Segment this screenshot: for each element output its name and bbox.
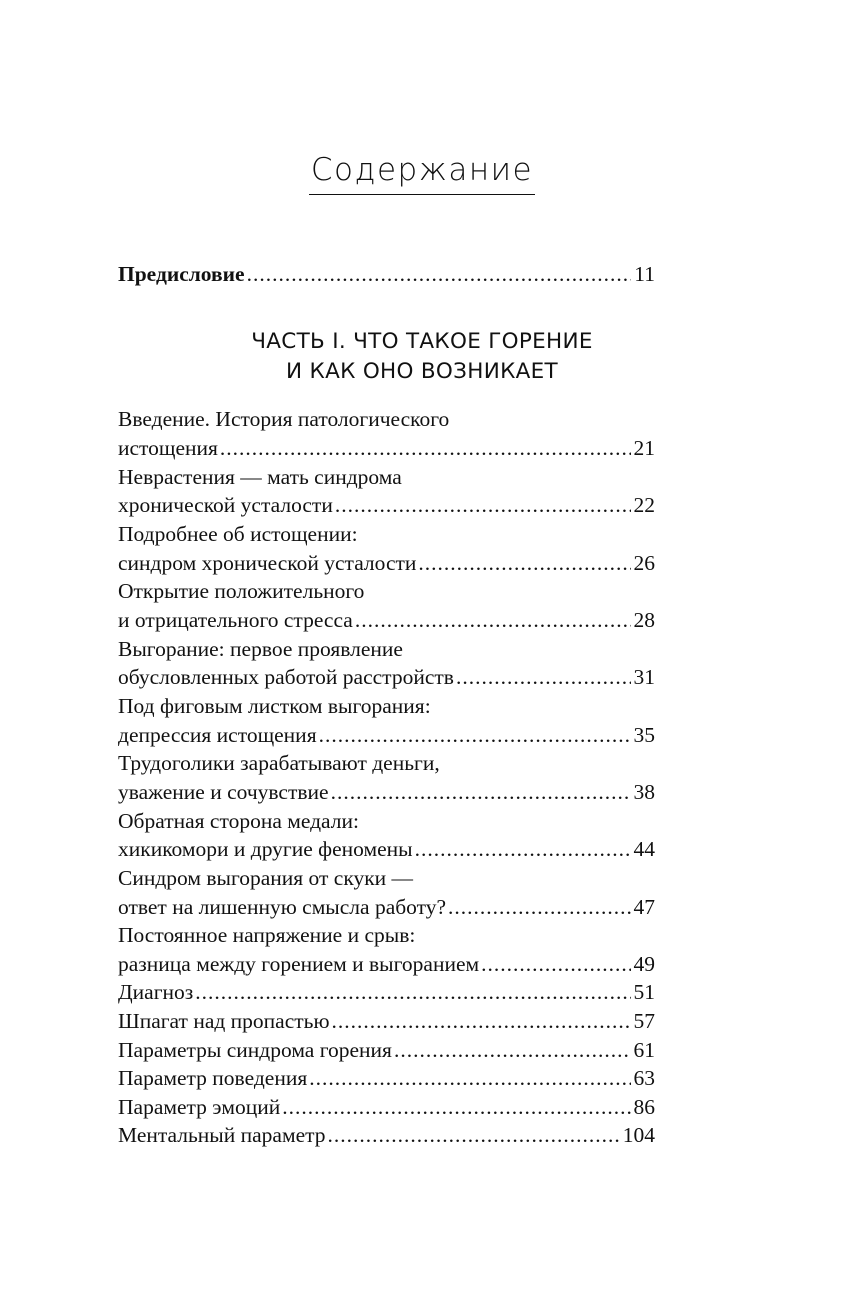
toc-entry-line1: Подробнее об истощении: [118,522,358,546]
toc-entry-text: синдром хронической усталости [118,551,417,575]
dot-leader [309,1064,630,1093]
toc-entry [118,778,655,807]
toc-entry [118,606,655,635]
dot-leader [481,950,630,979]
toc-entry [118,721,655,750]
dot-leader [331,778,631,807]
toc-entry-line1: Трудоголики зарабатывают деньги, [118,751,440,775]
toc-entry [118,1007,655,1036]
dot-leader [335,491,631,520]
toc-entry-text: депрессия истощения [118,723,317,747]
toc-entry [118,1036,655,1065]
toc-entry-text: Параметр поведения [118,1066,308,1090]
part-heading-line2: И КАК ОНО ВОЗНИКАЕТ [286,359,558,384]
toc-entry-text: ответ на лишенную смысла работу? [118,895,447,919]
toc-page-number: 57 [633,1009,655,1033]
toc-entry [118,434,655,463]
toc-page-number: 21 [633,436,655,460]
toc-page-number: 35 [633,723,655,747]
dot-leader [394,1036,631,1065]
dot-leader [415,835,631,864]
toc-page-number: 86 [633,1095,655,1119]
toc-page-number: 63 [633,1066,655,1090]
page-title: Содержание [309,152,535,195]
toc-entry-text: обусловленных работой расстройств [118,665,454,689]
toc-entry-text: разница между горением и выгоранием [118,952,480,976]
toc-entry-text: Диагноз [118,980,194,1004]
dot-leader [332,1007,631,1036]
toc-page-number: 31 [633,665,655,689]
toc-entry [118,1064,655,1093]
toc-page-number: 49 [633,952,655,976]
toc-entry-line1: Синдром выгорания от скуки — [118,866,414,890]
dot-leader [418,549,630,578]
toc-page-number: 51 [633,980,655,1004]
toc-entry-text: Шпагат над пропастью [118,1009,330,1033]
toc-entry [118,1121,655,1150]
toc-entry-text: хикикомори и другие феномены [118,837,413,861]
toc-page-number: 22 [633,493,655,517]
title-wrap [0,152,844,195]
toc-entry-line1: Под фиговым листком выгорания: [118,694,431,718]
toc-entry-line1: Обратная сторона медали: [118,809,359,833]
dot-leader [355,606,631,635]
toc-page-number: 38 [633,780,655,804]
toc-entry-line1: Постоянное напряжение и срыв: [118,923,416,947]
toc-page-number: 26 [633,551,655,575]
toc-entry-line1: Открытие положительного [118,579,365,603]
dot-leader [247,260,632,289]
toc-entry-text: Ментальный параметр [118,1123,326,1147]
toc-entry [118,663,655,692]
toc-page-number: 11 [634,262,655,286]
dot-leader [448,893,630,922]
dot-leader [328,1121,620,1150]
part-heading-line1: ЧАСТЬ I. ЧТО ТАКОЕ ГОРЕНИЕ [251,329,593,354]
toc-entry [118,950,655,979]
toc-entry-text: Параметр эмоций [118,1095,281,1119]
toc-entry-text: Предисловие [118,262,245,286]
toc-entry-line1: Введение. История патологического [118,407,450,431]
toc-entry [118,978,655,1007]
toc-page-number: 44 [633,837,655,861]
dot-leader [195,978,630,1007]
dot-leader [220,434,631,463]
toc-entry-text: и отрицательного стресса [118,608,353,632]
toc-page-number: 47 [633,895,655,919]
toc-entry [118,491,655,520]
toc-entry-text: уважение и сочувствие [118,780,329,804]
dot-leader [456,663,631,692]
toc-entry-line1: Выгорание: первое проявление [118,637,403,661]
toc-entry-text: Параметры синдрома горения [118,1038,392,1062]
toc-page-number: 28 [633,608,655,632]
toc-entry [118,893,655,922]
toc-page-number: 61 [633,1038,655,1062]
dot-leader [282,1093,630,1122]
toc-entry [118,835,655,864]
toc-page-number: 104 [622,1123,655,1147]
dot-leader [319,721,631,750]
toc-entry-text: хронической усталости [118,493,333,517]
toc-entry-line1: Неврастения — мать синдрома [118,465,402,489]
toc-entry-text: истощения [118,436,218,460]
toc-entry [118,1093,655,1122]
toc-entry-preface [118,260,655,289]
toc-entry [118,549,655,578]
